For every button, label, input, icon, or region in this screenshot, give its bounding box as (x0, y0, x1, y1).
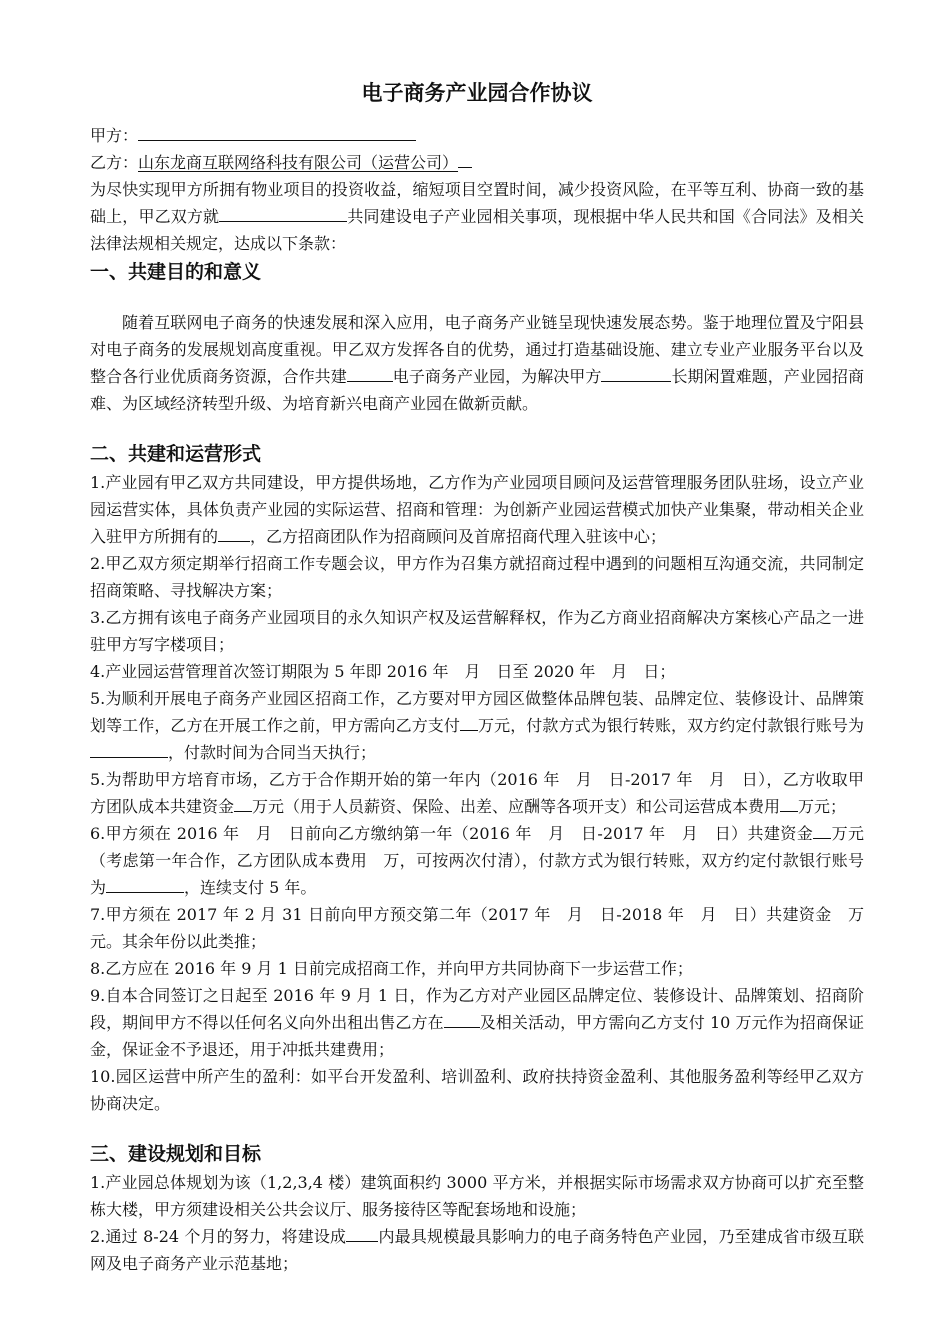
s3-item-2-blank (346, 1224, 378, 1242)
s2-item-5b-blank-2 (780, 794, 798, 812)
s3-item-2-text-a: 2.通过 8-24 个月的努力，将建设成 (90, 1227, 347, 1246)
document-title: 电子商务产业园合作协议 (361, 81, 593, 105)
preamble (90, 176, 864, 257)
party-a-line (90, 122, 864, 149)
s2-item-6-text-a: 6.甲方须在 2016 年 月 日前向乙方缴纳第一年（2016 年 月 日-2017 年 月 日）共建资金 (90, 824, 814, 843)
party-b-name: 山东龙商互联网络科技有限公司（运营公司） (138, 153, 459, 172)
s2-item-8: 8.乙方应在 2016 年 9 月 1 日前完成招商工作，并向甲方共同协商下一步运营工作； (90, 959, 693, 978)
s3-item-1: 1.产业园总体规划为该（1,2,3,4 楼）建筑面积约 3000 平方米，并根据实际市场需求双方协商可以扩充至整栋大楼，甲方须建设相关公共会议厅、服务接待区等配套场地和设施； (90, 1173, 864, 1219)
preamble-blank (219, 204, 347, 222)
s2-item-4: 4.产业园运营管理首次签订期限为 5 年即 2016 年 月 日至 2020 年 月 日； (90, 662, 676, 681)
s2-item-3: 3.乙方拥有该电子商务产业园项目的永久知识产权及运营解释权，作为乙方商业招商解决方案核心产品之一进驻甲方写字楼项目； (90, 608, 864, 654)
s2-item-9-text-b: 及相关活动，甲方需向乙方支付 10 万元作为招商保证金，保证金不予退还，用于冲抵共建费用； (90, 1013, 864, 1059)
s2-item-1-blank (218, 524, 250, 542)
s2-item-5 (90, 685, 864, 766)
s2-item-5b-text-b: 万元（用于人员薪资、保险、出差、应酬等各项开支）和公司运营成本费用 (252, 797, 781, 816)
party-a-label: 甲方： (90, 126, 139, 145)
s2-item-6-blank-2 (106, 875, 184, 893)
s1-text-c: 长期闲置难题，产业园招商难、为区域经济转型升级、为培育新兴电商产业园在做新贡献。 (90, 367, 864, 413)
s2-item-6-text-c: ，连续支付 5 年。 (184, 878, 317, 897)
s2-item-6-blank-1 (813, 821, 831, 839)
s2-item-1-text-b: ，乙方招商团队作为招商顾问及首席招商代理入驻该中心； (250, 527, 667, 546)
party-b-trailing-blank (458, 150, 472, 168)
s2-item-5-blank-1 (460, 713, 478, 731)
section-1-heading: 一、共建目的和意义 (90, 261, 262, 283)
s3-item-2-text-b: 内最具规模最具影响力的电子商务特色产业园，乃至建成省市级互联网及电子商务产业示范基地； (90, 1227, 864, 1273)
s2-item-6-text-b: 万元（考虑第一年合作，乙方团队成本费用 万，可按两次付清），付款方式为银行转账，双方约定付款银行账号为 (90, 824, 864, 897)
party-b-line (90, 149, 864, 176)
s2-item-5-blank-2 (90, 740, 168, 758)
s2-item-2: 2.甲乙双方须定期举行招商工作专题会议，甲方作为召集方就招商过程中遇到的问题相互沟通交流，共同制定招商策略、寻找解决方案； (90, 554, 864, 600)
s2-item-5b-blank-1 (234, 794, 252, 812)
s2-item-1-text-a: 1.产业园有甲乙双方共同建设，甲方提供场地，乙方作为产业园项目顾问及运营管理服务团队驻场，设立产业园运营实体，具体负责产业园的实际运营、招商和管理：为创新产业园运营模式加快产业集聚，带动相关企业入驻甲方所拥有的 (90, 473, 864, 546)
party-b-label: 乙方： (90, 153, 139, 172)
s2-item-5b-text-a: 5.为帮助甲方培育市场，乙方于合作期开始的第一年内（2016 年 月 日-2017 年 月 日），乙方收取甲方团队成本共建资金 (90, 770, 864, 816)
s2-item-5b-text-c: 万元； (798, 797, 847, 816)
s2-item-10: 10.园区运营中所产生的盈利：如平台开发盈利、培训盈利、政府扶持资金盈利、其他服务盈利等经甲乙双方协商决定。 (90, 1067, 864, 1113)
preamble-text-1: 为尽快实现甲方所拥有物业项目的投资收益，缩短项目空置时间，减少投资风险，在平等互利、协商一致的基础上，甲乙双方就 (90, 180, 864, 226)
s2-item-1 (90, 469, 864, 550)
party-a-blank (138, 123, 416, 141)
s2-item-5-text-a: 5.为顺利开展电子商务产业园区招商工作，乙方要对甲方园区做整体品牌包装、品牌定位、装修设计、品牌策划等工作，乙方在开展工作之前，甲方需向乙方支付 (90, 689, 864, 735)
preamble-text-2: 共同建设电子产业园相关事项，现根据中华人民共和国《合同法》及相关法律法规相关规定，达成以下条款： (90, 207, 864, 253)
s2-item-5-text-c: ，付款时间为合同当天执行； (168, 743, 377, 762)
s1-blank-2 (601, 364, 671, 382)
s2-item-7: 7.甲方须在 2017 年 2 月 31 日前向甲方预交第二年（2017 年 月 日-2018 年 月 日）共建资金 万元。其余年份以此类推； (90, 905, 864, 951)
s3-item-2 (90, 1223, 864, 1277)
s2-item-9-text-a: 9.自本合同签订之日起至 2016 年 9 月 1 日，作为乙方对产业园区品牌定位、装修设计、品牌策划、招商阶段，期间甲方不得以任何名义向外出租出售乙方在 (90, 986, 864, 1032)
s2-item-6 (90, 820, 864, 901)
section-3-heading: 三、建设规划和目标 (90, 1143, 262, 1165)
s2-item-9-blank (444, 1010, 480, 1028)
s2-item-5b (90, 766, 864, 820)
s1-blank-1 (347, 364, 393, 382)
s1-text-b: 电子商务产业园，为解决甲方 (392, 367, 602, 386)
s1-text-a: 随着互联网电子商务的快速发展和深入应用，电子商务产业链呈现快速发展态势。鉴于地理位置及宁阳县对电子商务的发展规划高度重视。甲乙双方发挥各自的优势，通过打造基础设施、建立专业产业服务平台以及整合各行业优质商务资源，合作共建 (90, 313, 864, 386)
section-2-heading: 二、共建和运营形式 (90, 443, 262, 465)
s2-item-5-text-b: 万元，付款方式为银行转账，双方约定付款银行账号为 (477, 716, 864, 735)
section-1-paragraph (90, 309, 864, 417)
s2-item-9 (90, 982, 864, 1063)
